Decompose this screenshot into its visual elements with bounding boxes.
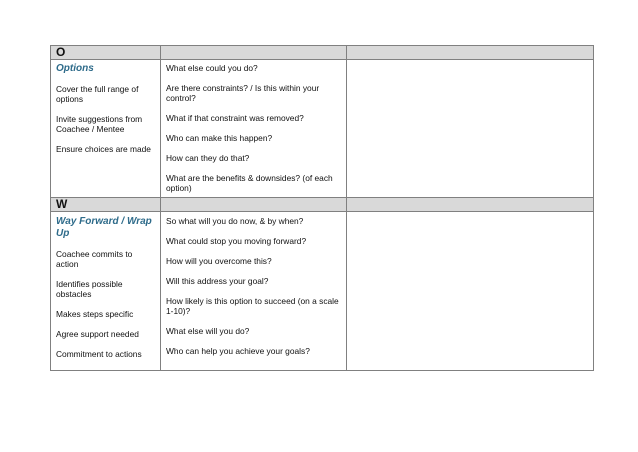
options-question: Are there constraints? / Is this within your control? (166, 83, 320, 103)
way-forward-description-cell (51, 212, 161, 371)
way-forward-point: Coachee commits to action (56, 249, 133, 269)
way-forward-question: How will you overcome this? (166, 256, 272, 266)
way-forward-question: How likely is this option to succeed (on a scale 1-10)? (166, 296, 339, 316)
options-header-row (51, 46, 594, 60)
options-point: Invite suggestions from Coachee / Mentee (56, 114, 143, 134)
options-header-empty-cell (347, 46, 594, 60)
way-forward-point: Commitment to actions (56, 349, 142, 359)
way-forward-point: Identifies possible obstacles (56, 279, 123, 299)
options-questions-cell (161, 60, 347, 198)
way-forward-question: Who can help you achieve your goals? (166, 346, 310, 356)
way-forward-notes-cell (347, 212, 594, 371)
options-title: Options (56, 63, 94, 74)
way-forward-header-row (51, 198, 594, 212)
way-forward-title: Way Forward / Wrap Up (56, 216, 152, 239)
way-forward-question: So what will you do now, & by when? (166, 216, 304, 226)
way-forward-point: Makes steps specific (56, 309, 134, 319)
options-question: How can they do that? (166, 153, 250, 163)
options-question: Who can make this happen? (166, 133, 273, 143)
way-forward-question: What else will you do? (166, 326, 250, 336)
way-forward-letter: W (51, 198, 161, 212)
way-forward-body-row (51, 212, 594, 371)
options-point: Ensure choices are made (56, 144, 151, 154)
options-letter: O (51, 46, 161, 60)
options-header-empty-cell (161, 46, 347, 60)
options-description-cell (51, 60, 161, 198)
way-forward-question: Will this address your goal? (166, 276, 269, 286)
way-forward-header-empty-cell (161, 198, 347, 212)
way-forward-point: Agree support needed (56, 329, 139, 339)
options-question: What else could you do? (166, 63, 258, 73)
options-question: What if that constraint was removed? (166, 113, 304, 123)
options-body-row (51, 60, 594, 198)
way-forward-header-empty-cell (347, 198, 594, 212)
options-point: Cover the full range of options (56, 84, 139, 104)
grow-model-table (50, 45, 594, 371)
way-forward-questions-cell (161, 212, 347, 371)
way-forward-question: What could stop you moving forward? (166, 236, 307, 246)
options-notes-cell (347, 60, 594, 198)
options-question: What are the benefits & downsides? (of each option) (166, 173, 333, 193)
